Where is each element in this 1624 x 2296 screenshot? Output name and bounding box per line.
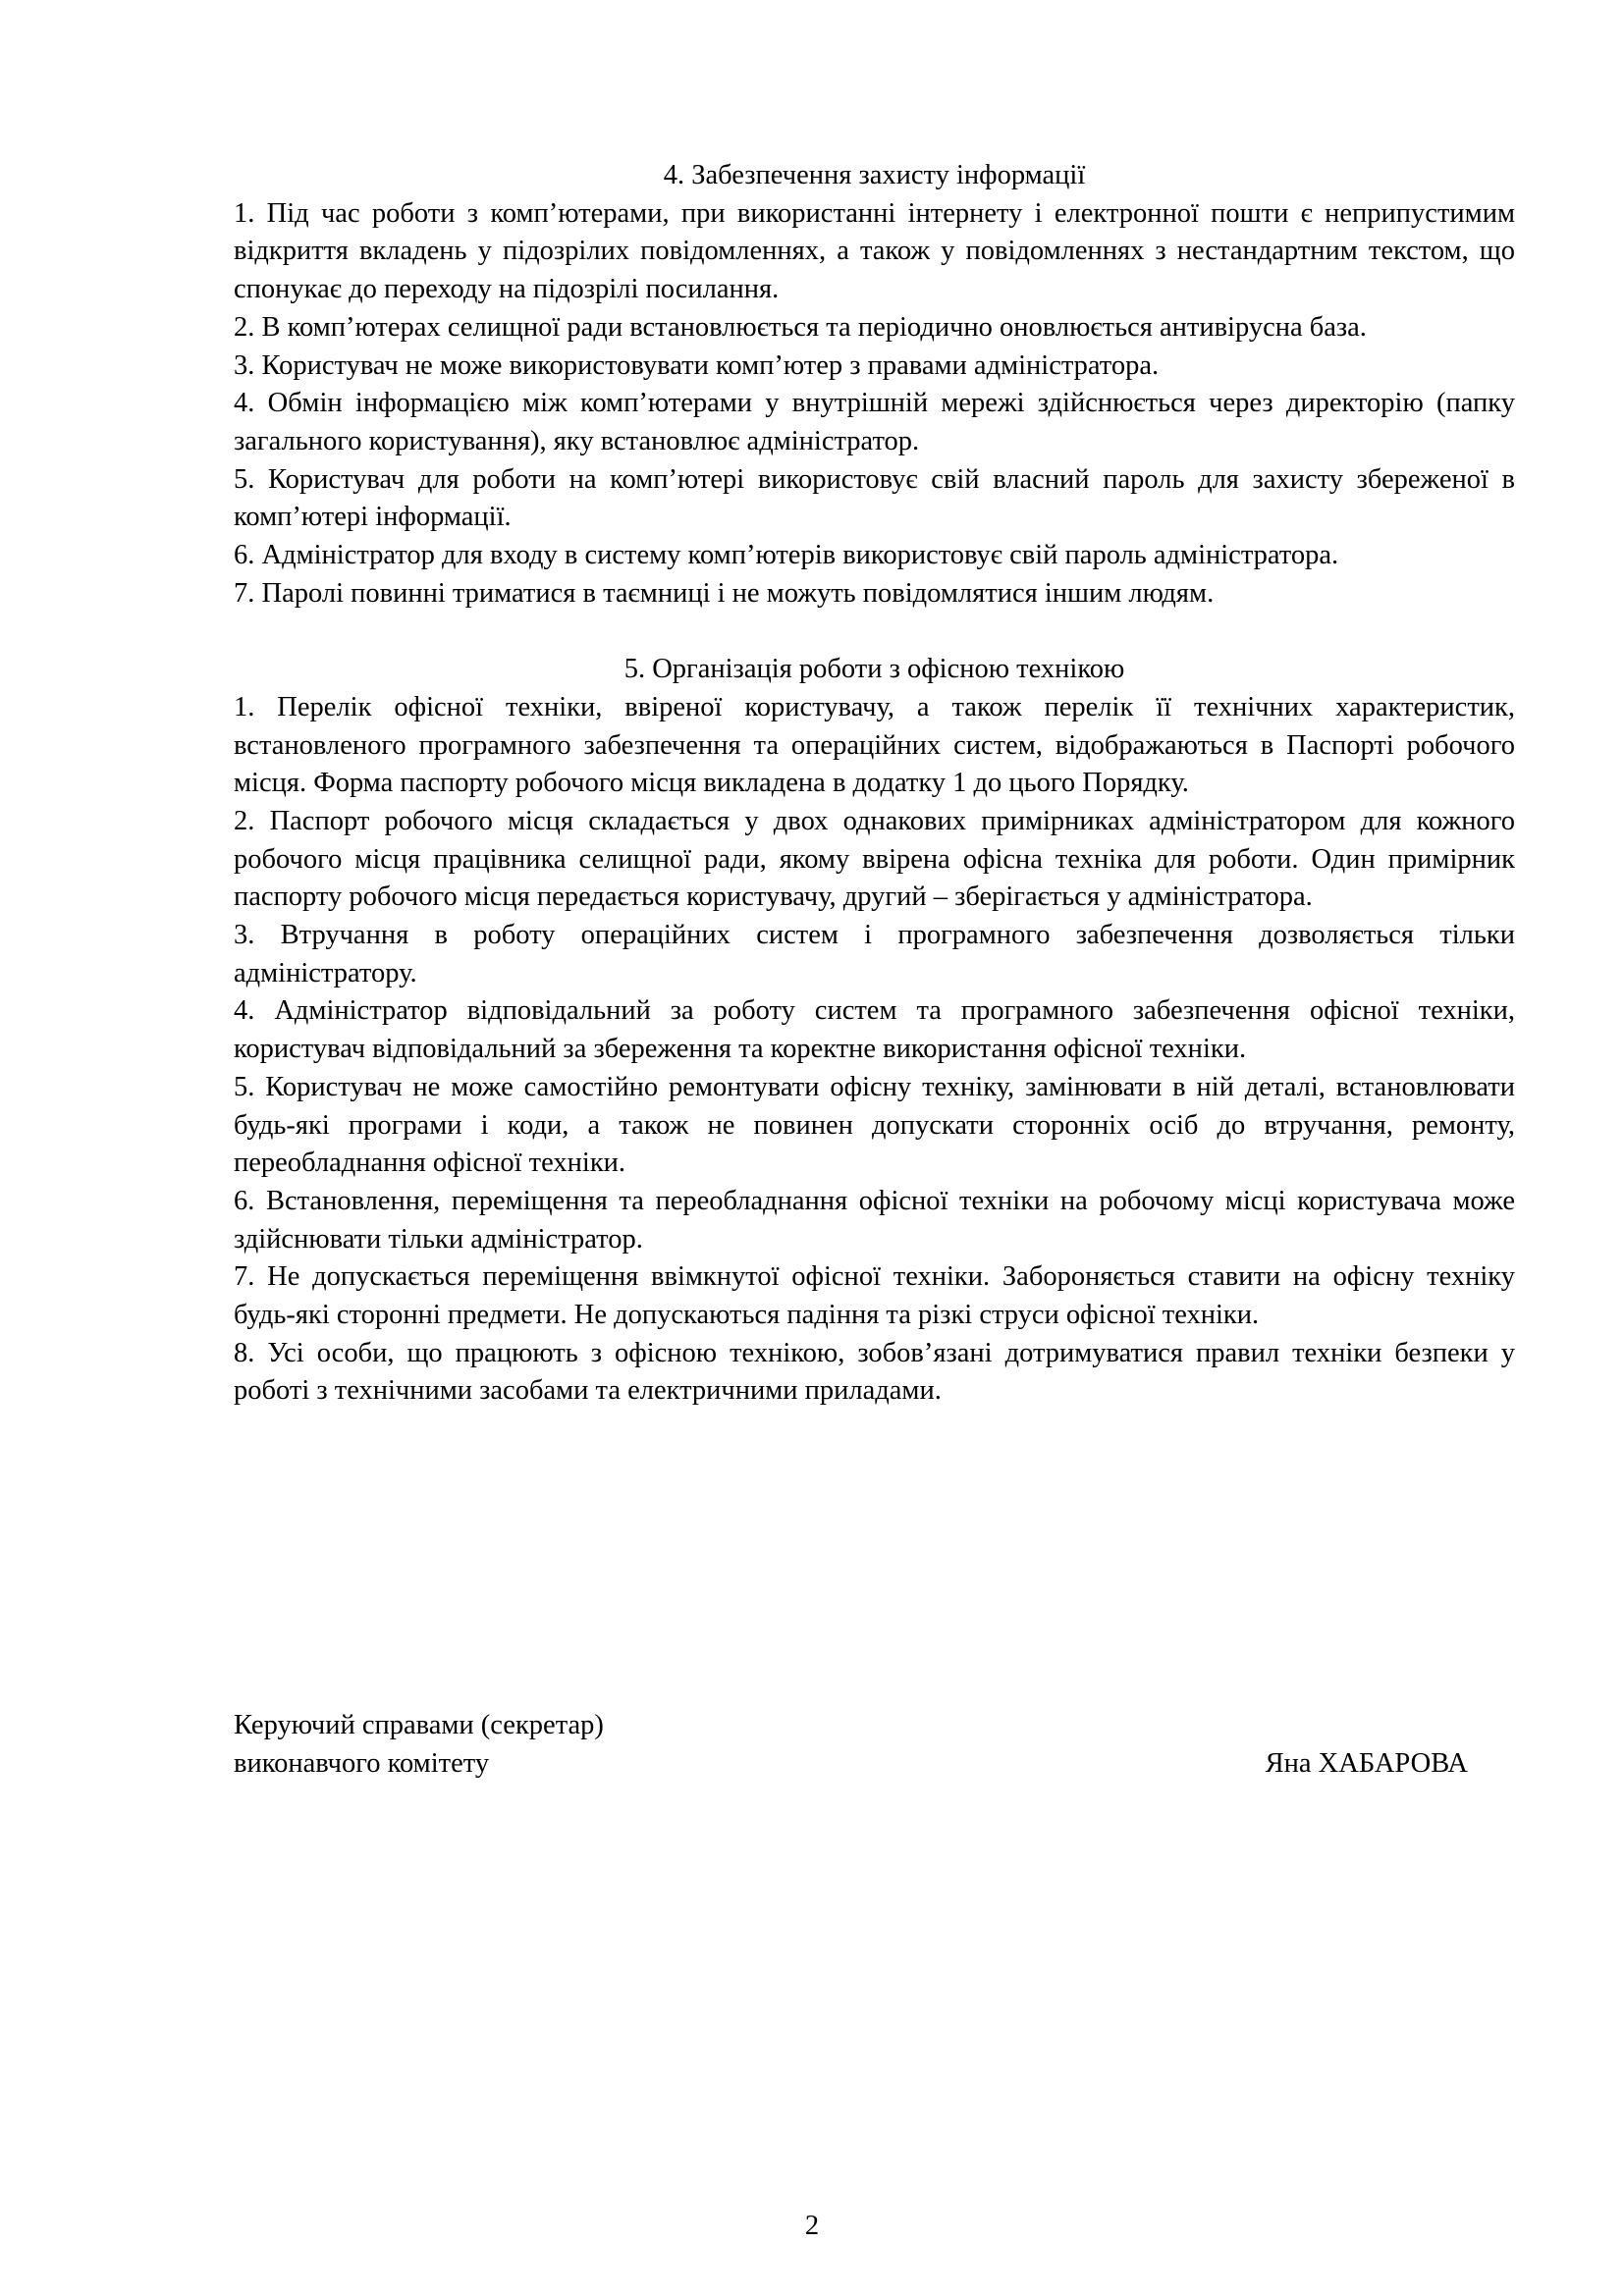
list-item: 5. Користувач для роботи на комп’ютері використовує свій власний пароль для захисту збереженої в комп’ютері інформації. [234,463,1515,533]
list-item: 8. Усі особи, що працюють з офісною технікою, зобов’язані дотримуватися правил техніки безпеки у роботі з технічними засобами та електричними приладами. [234,1337,1515,1407]
list-item: 5. Користувач не може самостійно ремонтувати офісну техніку, замінювати в ній деталі, встановлювати будь-які програми і коди, а також не повинен допускати сторонніх осіб до втручання, ремонту, переобладнання офісної техніки. [234,1071,1515,1179]
list-item: 4. Обмін інформацією між комп’ютерами у внутрішній мережі здійснюється через директорію (папку загального користування), яку встановлює адміністратор. [234,388,1515,456]
list-item: 6. Встановлення, переміщення та переобладнання офісної техніки на робочому місці користувача може здійснювати тільки адміністратор. [234,1185,1515,1255]
signatory-name: Яна ХАБАРОВА [1265,1747,1468,1779]
document-body [234,157,1515,1449]
list-item: 7. Не допускається переміщення ввімкнутої офісної техніки. Забороняється ставити на офісну техніку будь-які сторонні предмети. Не допускаються падіння та різкі струси офісної техніки. [234,1261,1515,1331]
list-item: 6. Адміністратор для входу в систему комп’ютерів використовує свій пароль адміністратора. [234,540,1339,571]
list-item: 3. Користувач не може використовувати комп’ютер з правами адміністратора. [234,349,1160,381]
list-item: 2. В комп’ютерах селищної ради встановлюється та періодично оновлюється антивірусна база. [234,311,1367,343]
list-item: 1. Перелік офісної техніки, ввіреної користувачу, а також перелік її технічних характеристик, встановленого програмного забезпечення та операційних систем, відображаються в Паспорті робочого місця. Форма паспорту робочого місця викладена в додатку 1 до цього Порядку. [234,691,1515,799]
page-number: 2 [804,2211,820,2241]
list-item: 1. Під час роботи з комп’ютерами, при використанні інтернету і електронної пошти є неприпустимим відкриття вкладень у підозрілих повідомленнях, а також у повідомленнях з нестандартним текстом, що спонукає до переходу на підозрілі посилання. [234,197,1515,305]
section-office-equipment [234,651,1515,1411]
list-item: 7. Паролі повинні триматися в таємниці і не можуть повідомлятися іншим людям. [234,577,1215,609]
signatory-position-line1: Керуючий справами (секретар) [234,1710,604,1740]
list-item: 2. Паспорт робочого місця складається у двох однакових примірниках адміністратором для кожного робочого місця працівника селищної ради, якому ввірена офісна техніка для роботи. Один примірник паспорту робочого місця передається користувачу, другий – зберігається у адміністратора. [234,805,1515,913]
section-title: 4. Забезпечення захисту інформації [663,160,1086,190]
list-item: 4. Адміністратор відповідальний за роботу систем та програмного забезпечення офісної техніки, користувач відповідальний за збереження та коректне використання офісної техніки. [234,995,1515,1065]
section-information-protection [234,157,1515,613]
signatory-position-line2: виконавчого комітету [234,1747,490,1779]
list-item: 3. Втручання в роботу операційних систем і програмного забезпечення дозволяється тільки адміністратору. [234,920,1515,988]
section-title: 5. Організація роботи з офісною технікою [623,654,1125,685]
signature-block [234,1707,1515,1783]
